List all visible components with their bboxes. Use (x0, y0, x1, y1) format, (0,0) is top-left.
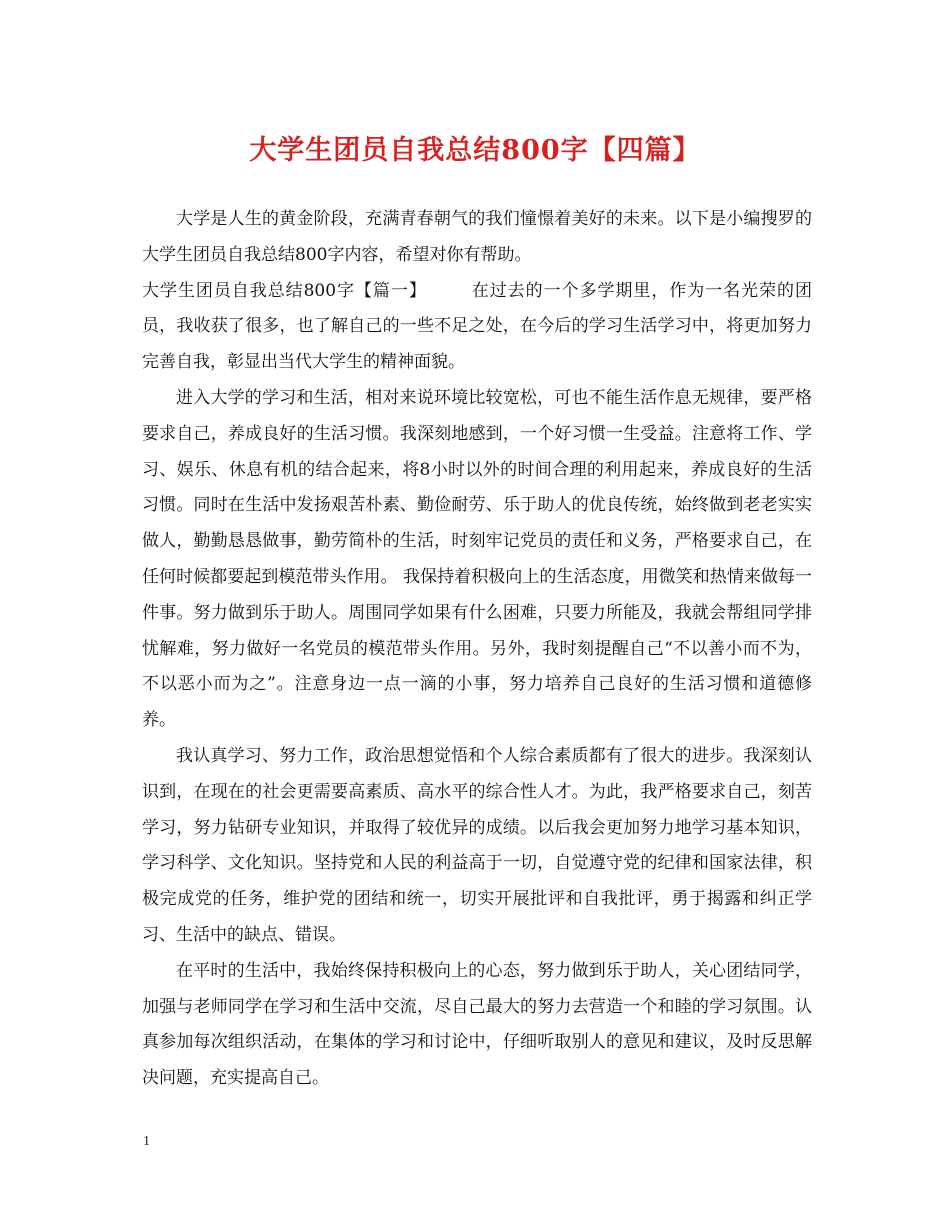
intro-paragraph: 大学是人生的黄金阶段，充满青春朝气的我们憧憬着美好的未来。以下是小编搜罗的大学生团员自我总结800字内容，希望对你有帮助。 (142, 209, 812, 265)
section-1-first-text: 在过去的一个多学期里，作为一名光荣的团员，我收获了很多，也了解自己的一些不足之处，在今后的学习生活学习中，将更加努力完善自我，彰显出当代大学生的精神面貌。 (142, 280, 812, 373)
body-paragraph-1: 进入大学的学习和生活，相对来说环境比较宽松，可也不能生活作息无规律，要严格要求自己，养成良好的生活习惯。我深刻地感到，一个好习惯一生受益。注意将工作、学习、娱乐、休息有机的结合起来，将8小时以外的时间合理的利用起来，养成良好的生活习惯。同时在生活中发扬艰苦朴素、勤俭耐劳、乐于助人的优良传统，始终做到老老实实做人，勤勤恳恳做事，勤劳简朴的生活，时刻牢记党员的责任和义务，严格要求自己，在任何时候都要起到模范带头作用。 我保持着积极向上的生活态度，用微笑和热情来做每一件事。努力做到乐于助人。周围同学如果有什么困难，只要力所能及，我就会帮组同学排忧解难，努力做好一名党员的模范带头作用。另外，我时刻提醒自己“不以善小而不为，不以恶小而为之”。注意身边一点一滴的小事，努力培养自己良好的生活习惯和道德修养。 (142, 387, 812, 731)
document-body (142, 202, 812, 1097)
body-paragraph-2: 我认真学习、努力工作，政治思想觉悟和个人综合素质都有了很大的进步。我深刻认识到，在现在的社会更需要高素质、高水平的综合性人才。为此，我严格要求自己，刻苦学习，努力钻研专业知识，并取得了较优异的成绩。以后我会更加努力地学习基本知识，学习科学、文化知识。坚持党和人民的利益高于一切，自觉遵守党的纪律和国家法律，积极完成党的任务，维护党的团结和统一，切实开展批评和自我批评，勇于揭露和纠正学习、生活中的缺点、错误。 (142, 745, 812, 945)
section-1-paragraph (142, 274, 812, 381)
page-number: 1 (143, 1134, 150, 1149)
body-paragraph-3: 在平时的生活中，我始终保持积极向上的心态，努力做到乐于助人，关心团结同学，加强与老师同学在学习和生活中交流，尽自己最大的努力去营造一个和睦的学习氛围。认真参加每次组织活动，在集体的学习和讨论中，仔细听取别人的意见和建议，及时反思解决问题，充实提高自己。 (142, 960, 812, 1089)
document-title: 大学生团员自我总结800字【四篇】 (249, 135, 701, 166)
section-heading: 大学生团员自我总结800字【篇一】 (142, 280, 427, 301)
